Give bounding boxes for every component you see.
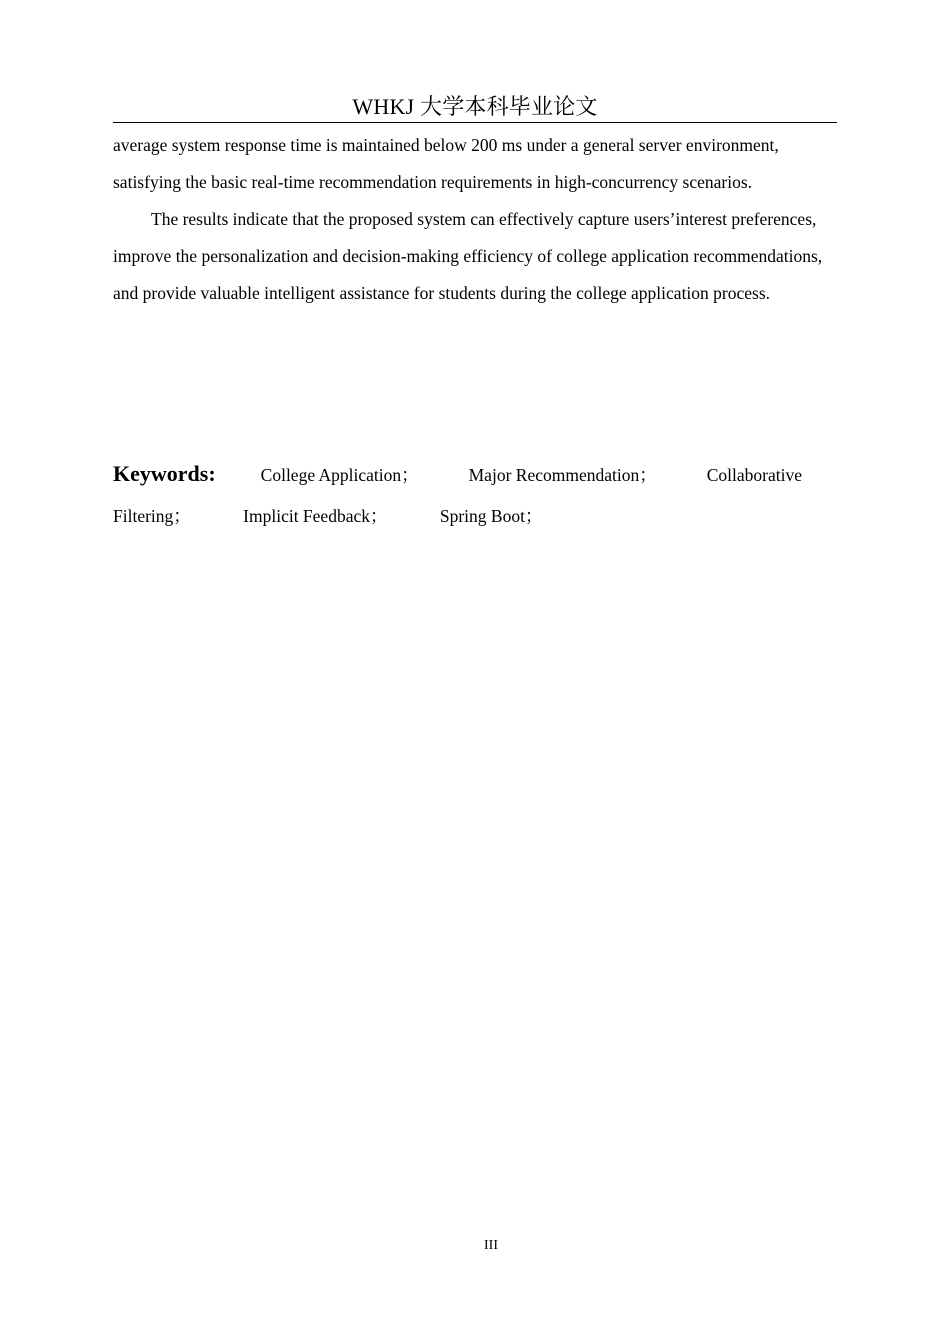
page-header	[113, 94, 837, 123]
keyword-item: Major Recommendation；	[468, 465, 657, 485]
keyword-item: Filtering；	[113, 506, 191, 526]
paragraph-1: average system response time is maintained below 200 ms under a general server environment, satisfying the basic real-time recommendation requirements in high-concurrency scenarios.	[113, 135, 779, 192]
abstract-body	[113, 127, 837, 312]
keywords-line-1	[113, 452, 837, 495]
page-footer	[0, 1238, 950, 1254]
page-number: III	[484, 1238, 498, 1253]
keywords-label: Keywords:	[113, 461, 216, 486]
paragraph-2: The results indicate that the proposed system can effectively capture users’interest preferences, improve the personalization and decision-making efficiency of college application recommendations, and provide valuable intelligent assistance for students during the college application process.	[113, 209, 823, 303]
keyword-item: College Application；	[260, 465, 419, 485]
header-title: WHKJ 大学本科毕业论文	[352, 94, 598, 119]
keyword-item: Spring Boot；	[439, 506, 543, 526]
keyword-item: Collaborative	[706, 465, 802, 485]
keywords-line-2	[113, 495, 837, 538]
keyword-item: Implicit Feedback；	[243, 506, 388, 526]
keywords-section	[113, 452, 837, 538]
